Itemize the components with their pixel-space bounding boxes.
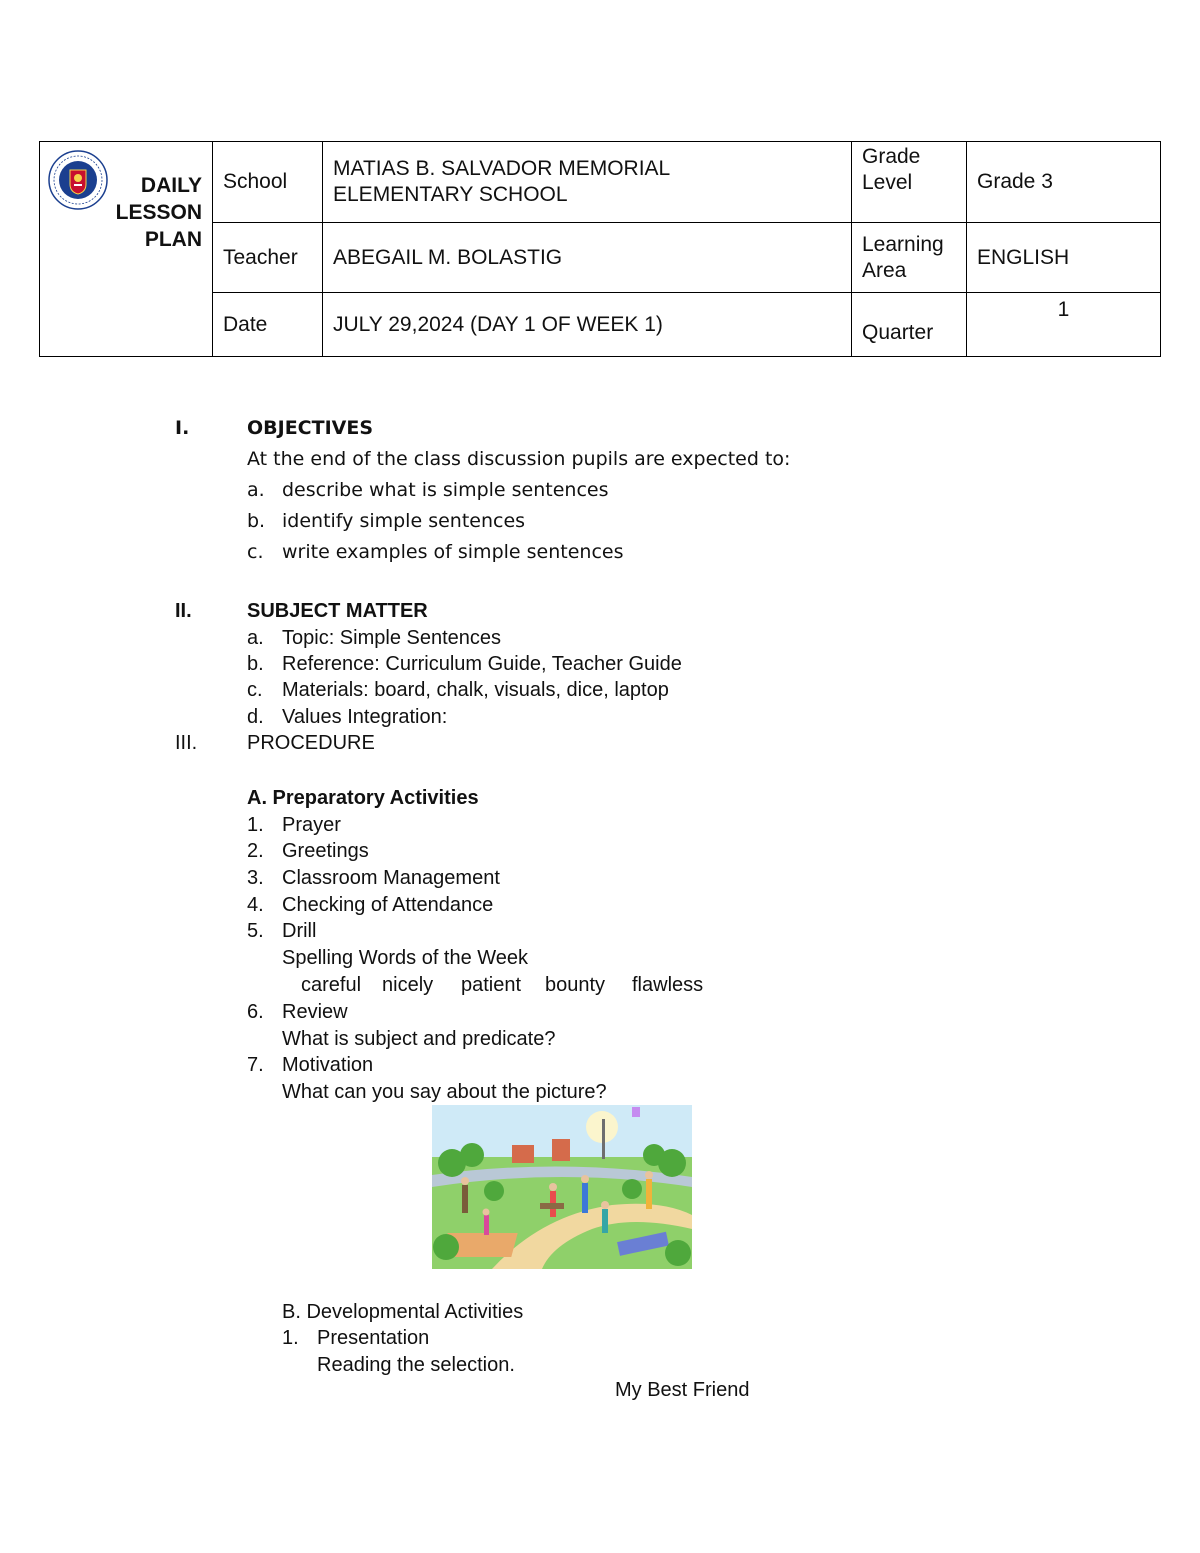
objective-item: write examples of simple sentences xyxy=(282,541,624,563)
quarter-label: Quarter xyxy=(852,293,967,357)
procedure-heading: PROCEDURE xyxy=(247,732,375,754)
motivation-item: Motivation xyxy=(282,1054,374,1076)
spelling-word: flawless xyxy=(632,974,704,996)
prep-marker: 6. xyxy=(247,1001,264,1023)
subject-matter-numeral: II. xyxy=(175,600,192,622)
objective-item: describe what is simple sentences xyxy=(282,479,609,501)
learning-area-value: ENGLISH xyxy=(967,223,1161,293)
prep-item: Greetings xyxy=(282,840,369,862)
objectives-numeral: I. xyxy=(175,417,190,439)
procedure-numeral: III. xyxy=(175,732,198,754)
daily-lesson-plan-title: DAILY LESSON PLAN xyxy=(115,174,202,251)
logo-cell xyxy=(40,142,213,357)
prep-marker: 5. xyxy=(247,920,264,942)
objectives-heading: OBJECTIVES xyxy=(247,417,374,439)
header-table xyxy=(39,141,1161,357)
learning-area-label: Learning Area xyxy=(852,223,967,293)
grade-level-label: Grade Level xyxy=(852,142,967,223)
prep-marker: 4. xyxy=(247,894,264,916)
prep-marker: 1. xyxy=(247,814,264,836)
subject-item: Materials: board, chalk, visuals, dice, laptop xyxy=(282,679,669,701)
subject-item: Values Integration: xyxy=(282,706,448,728)
review-question: What is subject and predicate? xyxy=(282,1028,556,1050)
subject-item: Topic: Simple Sentences xyxy=(282,627,502,649)
spelling-word: bounty xyxy=(545,974,606,996)
prep-item: Drill xyxy=(282,920,317,942)
subject-marker: d. xyxy=(247,706,264,728)
presentation-item: Presentation xyxy=(317,1327,430,1349)
prep-item: Classroom Management xyxy=(282,867,500,889)
quarter-value: 1 xyxy=(967,293,1161,357)
subject-matter-heading: SUBJECT MATTER xyxy=(247,600,428,622)
prep-marker: 3. xyxy=(247,867,264,889)
subject-item: Reference: Curriculum Guide, Teacher Guide xyxy=(282,653,682,675)
selection-title: My Best Friend xyxy=(615,1379,750,1401)
objective-marker: c. xyxy=(247,541,264,563)
date-label: Date xyxy=(213,293,323,357)
spelling-word: patient xyxy=(461,974,522,996)
subject-marker: b. xyxy=(247,653,264,675)
date-value: JULY 29,2024 (DAY 1 OF WEEK 1) xyxy=(323,293,852,357)
grade-level-value: Grade 3 xyxy=(967,142,1161,223)
subject-marker: a. xyxy=(247,627,264,649)
prep-item: Checking of Attendance xyxy=(282,894,494,916)
dev-marker: 1. xyxy=(282,1327,299,1349)
subject-marker: c. xyxy=(247,679,263,701)
preparatory-heading: A. Preparatory Activities xyxy=(247,787,479,809)
deped-seal-icon xyxy=(48,150,108,210)
spelling-word: careful xyxy=(301,974,362,996)
prep-marker: 2. xyxy=(247,840,264,862)
prep-marker: 7. xyxy=(247,1054,264,1076)
motivation-question: What can you say about the picture? xyxy=(282,1081,607,1103)
review-item: Review xyxy=(282,1001,348,1023)
developmental-heading: B. Developmental Activities xyxy=(282,1301,524,1323)
school-label: School xyxy=(213,142,323,223)
objective-item: identify simple sentences xyxy=(282,510,526,532)
objective-marker: b. xyxy=(247,510,266,532)
teacher-name: ABEGAIL M. BOLASTIG xyxy=(323,223,852,293)
school-name: MATIAS B. SALVADOR MEMORIAL ELEMENTARY SCHOOL xyxy=(323,142,852,223)
objectives-intro: At the end of the class discussion pupils are expected to: xyxy=(247,448,791,470)
spelling-word: nicely xyxy=(382,974,434,996)
teacher-label: Teacher xyxy=(213,223,323,293)
objective-marker: a. xyxy=(247,479,265,501)
drill-subheading: Spelling Words of the Week xyxy=(282,947,529,969)
park-scene-image xyxy=(432,1105,692,1269)
presentation-subtext: Reading the selection. xyxy=(317,1354,515,1376)
prep-item: Prayer xyxy=(282,814,341,836)
